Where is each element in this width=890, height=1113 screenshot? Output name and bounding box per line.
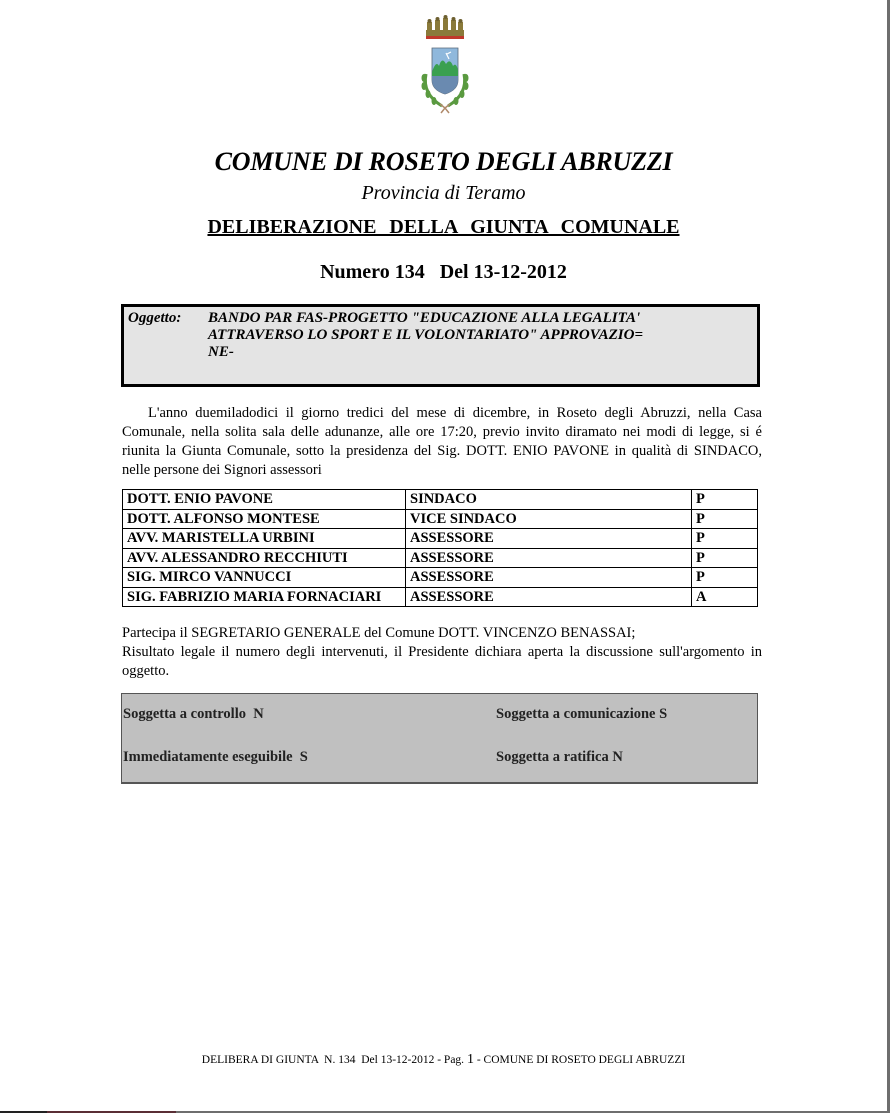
table-row: [123, 509, 758, 529]
deliberation-number: Numero 134 Del 13-12-2012: [320, 261, 567, 283]
member-name: DOTT. ALFONSO MONTESE: [123, 509, 406, 529]
member-role: ASSESSORE: [406, 548, 692, 568]
member-name: SIG. MIRCO VANNUCCI: [123, 568, 406, 588]
subject-label: Oggetto:: [128, 310, 182, 326]
member-presence: A: [692, 587, 758, 607]
status-eseguibile: Immediatamente eseguibile S: [123, 749, 308, 765]
members-table: [122, 489, 758, 607]
crown-icon: [426, 15, 464, 39]
quorum-line: Risultato legale il numero degli intervenuti, il Presidente dichiara aperta la discussione sull'argomento in oggetto.: [122, 644, 762, 679]
status-ratifica: Soggetta a ratifica N: [496, 749, 623, 765]
member-role: VICE SINDACO: [406, 509, 692, 529]
municipality-title: COMUNE DI ROSETO DEGLI ABRUZZI: [214, 147, 673, 176]
attendance-paragraph: [122, 624, 762, 681]
member-role: ASSESSORE: [406, 568, 692, 588]
member-name: AVV. MARISTELLA URBINI: [123, 529, 406, 549]
status-comunicazione: Soggetta a comunicazione S: [496, 706, 668, 722]
table-row: [123, 490, 758, 510]
member-name: SIG. FABRIZIO MARIA FORNACIARI: [123, 587, 406, 607]
member-name: AVV. ALESSANDRO RECCHIUTI: [123, 548, 406, 568]
deliberation-heading: DELIBERAZIONE DELLA GIUNTA COMUNALE: [207, 216, 680, 238]
secretary-line: Partecipa il SEGRETARIO GENERALE del Comune DOTT. VINCENZO BENASSAI;: [122, 625, 636, 641]
member-presence: P: [692, 548, 758, 568]
member-role: ASSESSORE: [406, 587, 692, 607]
member-name: DOTT. ENIO PAVONE: [123, 490, 406, 510]
shield-icon: [432, 48, 458, 94]
status-controllo: Soggetta a controllo N: [123, 706, 264, 722]
coat-of-arms-icon: [402, 14, 488, 114]
footer-left: DELIBERA DI GIUNTA N. 134 Del 13-12-2012 - Pag.: [201, 1054, 467, 1066]
member-role: ASSESSORE: [406, 529, 692, 549]
province-subtitle: Provincia di Teramo: [361, 182, 526, 204]
table-row: [123, 587, 758, 607]
member-presence: P: [692, 490, 758, 510]
member-presence: P: [692, 529, 758, 549]
table-row: [123, 568, 758, 588]
footer-page-number: 1: [466, 1052, 474, 1067]
member-role: SINDACO: [406, 490, 692, 510]
status-box: [121, 693, 758, 784]
intro-paragraph: L'anno duemiladodici il giorno tredici del mese di dicembre, in Roseto degli Abruzzi, nella Casa Comunale, nella solita sala delle adunanze, alle ore 17:20, previo invito diramato nei modi di legge, si é riunita la Giunta Comunale, sotto la presidenza del Sig. DOTT. ENIO PAVONE in qualità di SINDACO, nelle persone dei Signori assessori: [122, 405, 762, 478]
footer-right: - COMUNE DI ROSETO DEGLI ABRUZZI: [473, 1054, 686, 1066]
page-footer: [0, 1052, 887, 1068]
table-row: [123, 529, 758, 549]
subject-text: BANDO PAR FAS-PROGETTO "EDUCAZIONE ALLA LEGALITA' ATTRAVERSO LO SPORT E IL VOLONTARIATO" APPROVAZIO= NE-: [208, 310, 643, 360]
member-presence: P: [692, 568, 758, 588]
table-row: [123, 548, 758, 568]
subject-box: [121, 304, 760, 387]
member-presence: P: [692, 509, 758, 529]
